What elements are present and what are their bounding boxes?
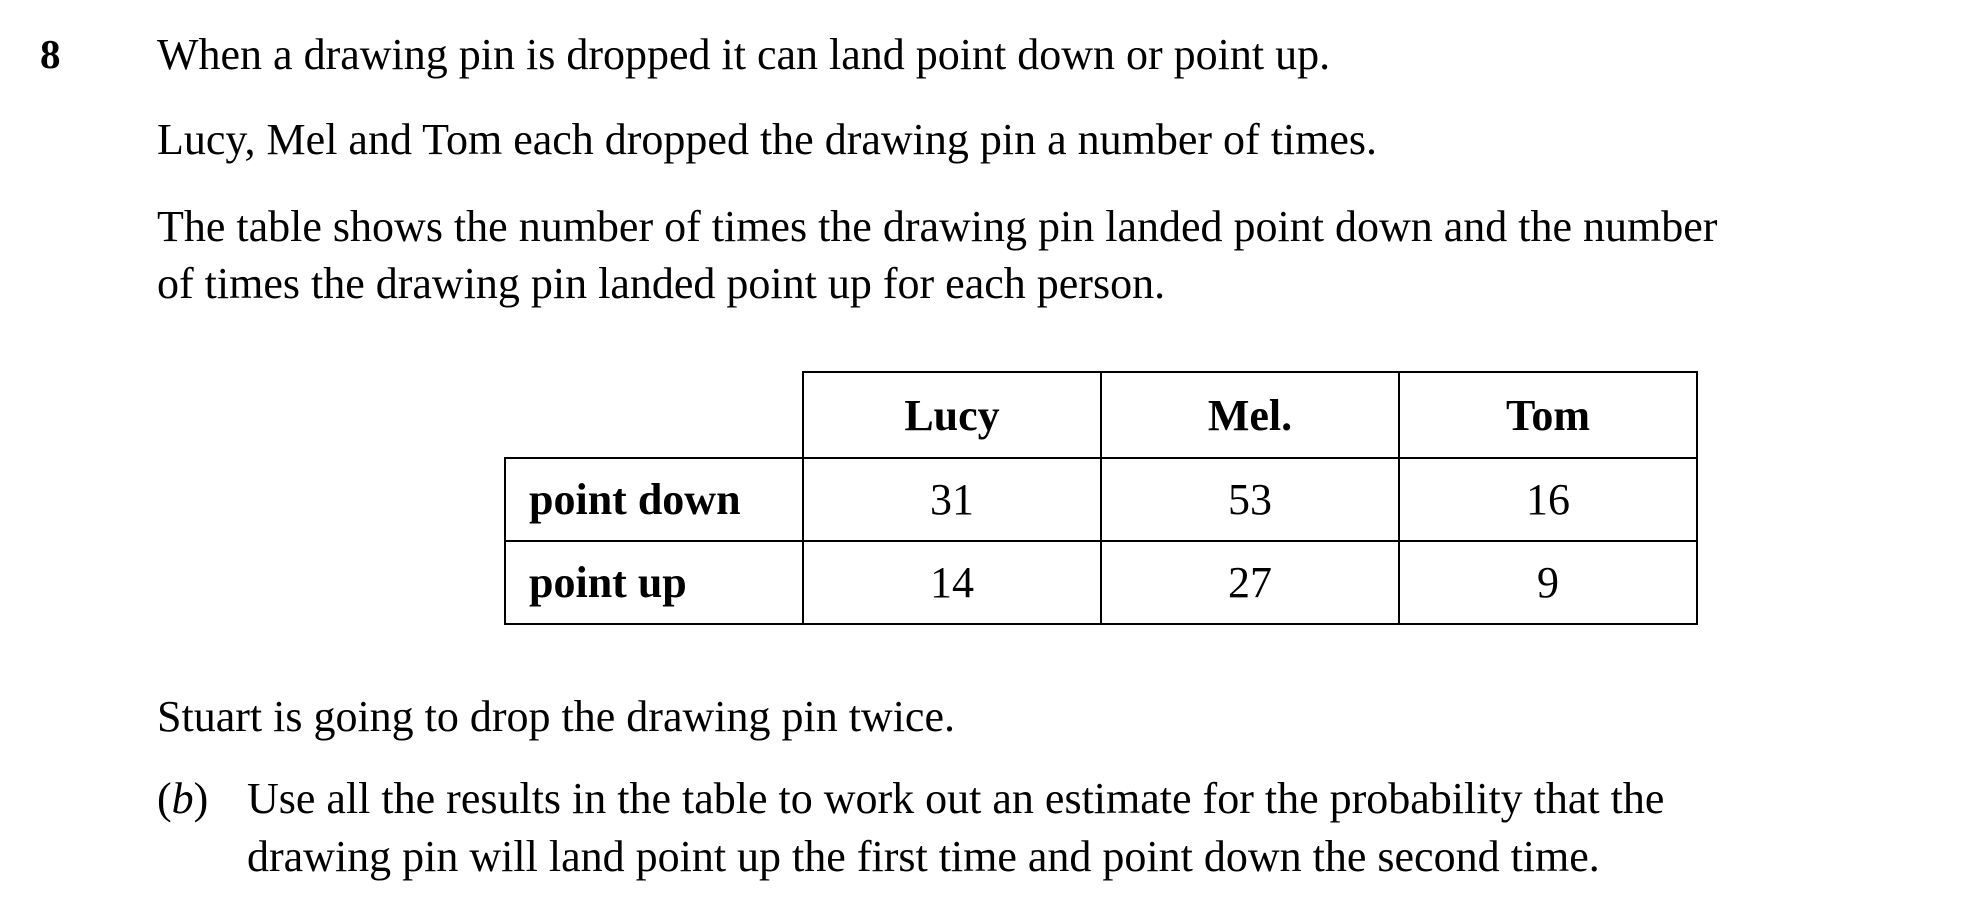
part-b-label [157, 770, 208, 828]
table-cell: 53 [1101, 458, 1399, 541]
column-header-lucy: Lucy [803, 372, 1101, 458]
row-label-point-down: point down [505, 458, 803, 541]
results-table [504, 371, 1698, 625]
people-paragraph: Lucy, Mel and Tom each dropped the drawing pin a number of times. [157, 115, 1378, 164]
intro-paragraph: When a drawing pin is dropped it can land point down or point up. [157, 30, 1331, 79]
table-cell: 14 [803, 541, 1101, 624]
table-cell: 27 [1101, 541, 1399, 624]
table-row [505, 458, 1697, 541]
part-b-line-1: Use all the results in the table to work out an estimate for the probability that the [247, 774, 1665, 823]
part-b-open-paren: ( [157, 774, 172, 823]
column-header-tom: Tom [1399, 372, 1697, 458]
part-b-close-paren: ) [193, 774, 209, 823]
row-label-point-up: point up [505, 541, 803, 624]
table-cell: 31 [803, 458, 1101, 541]
part-b-text [247, 770, 1664, 886]
question-number: 8 [40, 31, 61, 77]
table-cell: 9 [1399, 541, 1697, 624]
table-description-line-1: The table shows the number of times the drawing pin landed point down and the number [157, 202, 1718, 251]
table-description-paragraph [157, 198, 1717, 312]
context-paragraph: Stuart is going to drop the drawing pin twice. [157, 692, 955, 741]
table-description-line-2: of times the drawing pin landed point up for each person. [157, 259, 1166, 308]
table-header-row [505, 372, 1697, 458]
part-b-line-2: drawing pin will land point up the first time and point down the second time. [247, 832, 1600, 881]
part-b-letter: b [171, 774, 194, 823]
table-cell: 16 [1399, 458, 1697, 541]
column-header-mel: Mel. [1101, 372, 1399, 458]
table-row [505, 541, 1697, 624]
empty-corner-cell [505, 372, 803, 458]
